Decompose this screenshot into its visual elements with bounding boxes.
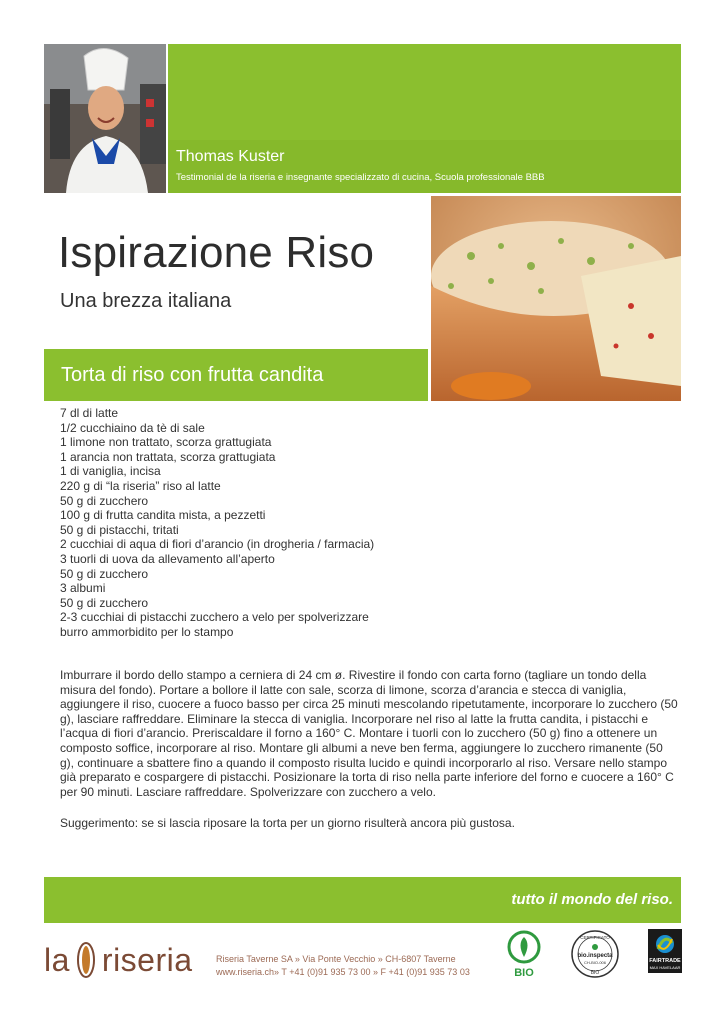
bio-logo xyxy=(505,930,543,978)
recipe-tip: Suggerimento: se si lascia riposare la torta per un giorno risulterà ancora più gustosa. xyxy=(60,816,515,830)
page-title: Ispirazione Riso xyxy=(58,228,375,277)
ingredient-item: 1/2 cucchiaino da tè di sale xyxy=(60,420,205,435)
brand-text-riseria: riseria xyxy=(101,941,193,978)
ingredients-list xyxy=(60,406,374,640)
company-address: Riseria Taverne SA » Via Ponte Vecchio » CH-6807 Taverne xyxy=(216,954,456,964)
bio-inspecta-logo xyxy=(570,929,620,979)
company-contact: www.riseria.ch» T +41 (0)91 935 73 00 » F +41 (0)91 935 73 03 xyxy=(216,967,470,977)
ingredient-item: 3 tuorli di uova da allevamento all’aperto xyxy=(60,551,275,566)
fairtrade-sub: MAX HAVELAAR xyxy=(649,965,681,970)
rice-grain-icon xyxy=(74,940,98,980)
fairtrade-label: FAIRTRADE xyxy=(649,958,681,964)
bio-inspecta-bottom: BIO xyxy=(590,970,600,976)
ingredient-item: 2 cucchiai di aqua di fiori d’arancio (in drogheria / farmacia) xyxy=(60,537,375,552)
ingredient-item: burro ammorbidito per lo stampo xyxy=(60,624,234,639)
author-role: Testimonial de la riseria e insegnante specializzato di cucina, Scuola professionale BBB xyxy=(176,172,545,183)
brand-text-la: la xyxy=(44,941,70,978)
header-green-block xyxy=(168,44,681,140)
ingredient-item: 50 g di zucchero xyxy=(60,493,149,508)
bio-inspecta-top: CERTIFICATO xyxy=(580,935,610,940)
recipe-title: Torta di riso con frutta candita xyxy=(61,364,324,386)
ingredient-item: 7 dl di latte xyxy=(60,406,119,420)
ingredient-item: 220 g di “la riseria” riso al latte xyxy=(60,478,221,493)
author-band xyxy=(168,140,681,193)
ingredient-item: 100 g di frutta candita mista, a pezzetti xyxy=(60,508,266,523)
bio-label: BIO xyxy=(514,967,534,978)
ingredient-item: 50 g di pistacchi, tritati xyxy=(60,522,179,537)
recipe-title-band xyxy=(44,349,428,401)
ingredient-item: 3 albumi xyxy=(60,581,106,596)
recipe-instructions: Imburrare il bordo dello stampo a cerniera di 24 cm ø. Rivestire il fondo con carta forno (tagliare un tondo della misura del fondo). Portare a bollore il latte con sale, scorza di limone, scorza d’arancia e stecca di vaniglia, aggiungere il riso, cuocere a fuoco basso per circa 25 minuti mescolando ripetutamente, incorporare lo zucchero (50 g), lasciare raffreddare. Eliminare la stecca di vaniglia. Incorporare nel riso al latte la frutta candita, i pistacchi e l’acqua di fiori d’arancio. Preriscaldare il forno a 160° C. Montare i tuorli con lo zucchero (50 g) fino a ottenere un composto soffice, incorporare al riso. Montare gli albumi a neve ben ferma, aggiungere lo zucchero rimanente (50 g), continuare a sbattere fino a quando il composto risulta lucido e quindi incorporarlo al riso. Versare nello stampo già preparato e cospargere di pistacchi. Posizionare la torta di riso nella parte inferiore del forno e cuocere a 160° C per 90 minuti. Lasciare raffreddare. Spolverizzare con zucchero a velo. xyxy=(60,668,678,799)
footer-band xyxy=(44,877,681,923)
bio-inspecta-label: bio.inspecta xyxy=(577,953,613,959)
la-riseria-logo xyxy=(44,940,193,980)
page-subtitle: Una brezza italiana xyxy=(60,290,232,312)
ingredient-item: 50 g di zucchero xyxy=(60,595,149,610)
fairtrade-logo xyxy=(648,929,682,973)
chef-photo xyxy=(44,44,166,193)
bio-inspecta-sub: CH-BIO-006 xyxy=(583,960,607,965)
ingredient-item: 50 g di zucchero xyxy=(60,566,149,581)
ingredient-item: 1 limone non trattato, scorza grattugiata xyxy=(60,435,272,450)
cake-photo xyxy=(431,196,681,401)
tagline: tutto il mondo del riso. xyxy=(511,891,673,908)
ingredient-item: 1 di vaniglia, incisa xyxy=(60,464,161,479)
ingredient-item: 1 arancia non trattata, scorza grattugiata xyxy=(60,449,276,464)
author-name: Thomas Kuster xyxy=(176,148,285,165)
ingredient-item: 2-3 cucchiai di pistacchi zucchero a velo per spolverizzare xyxy=(60,610,369,625)
